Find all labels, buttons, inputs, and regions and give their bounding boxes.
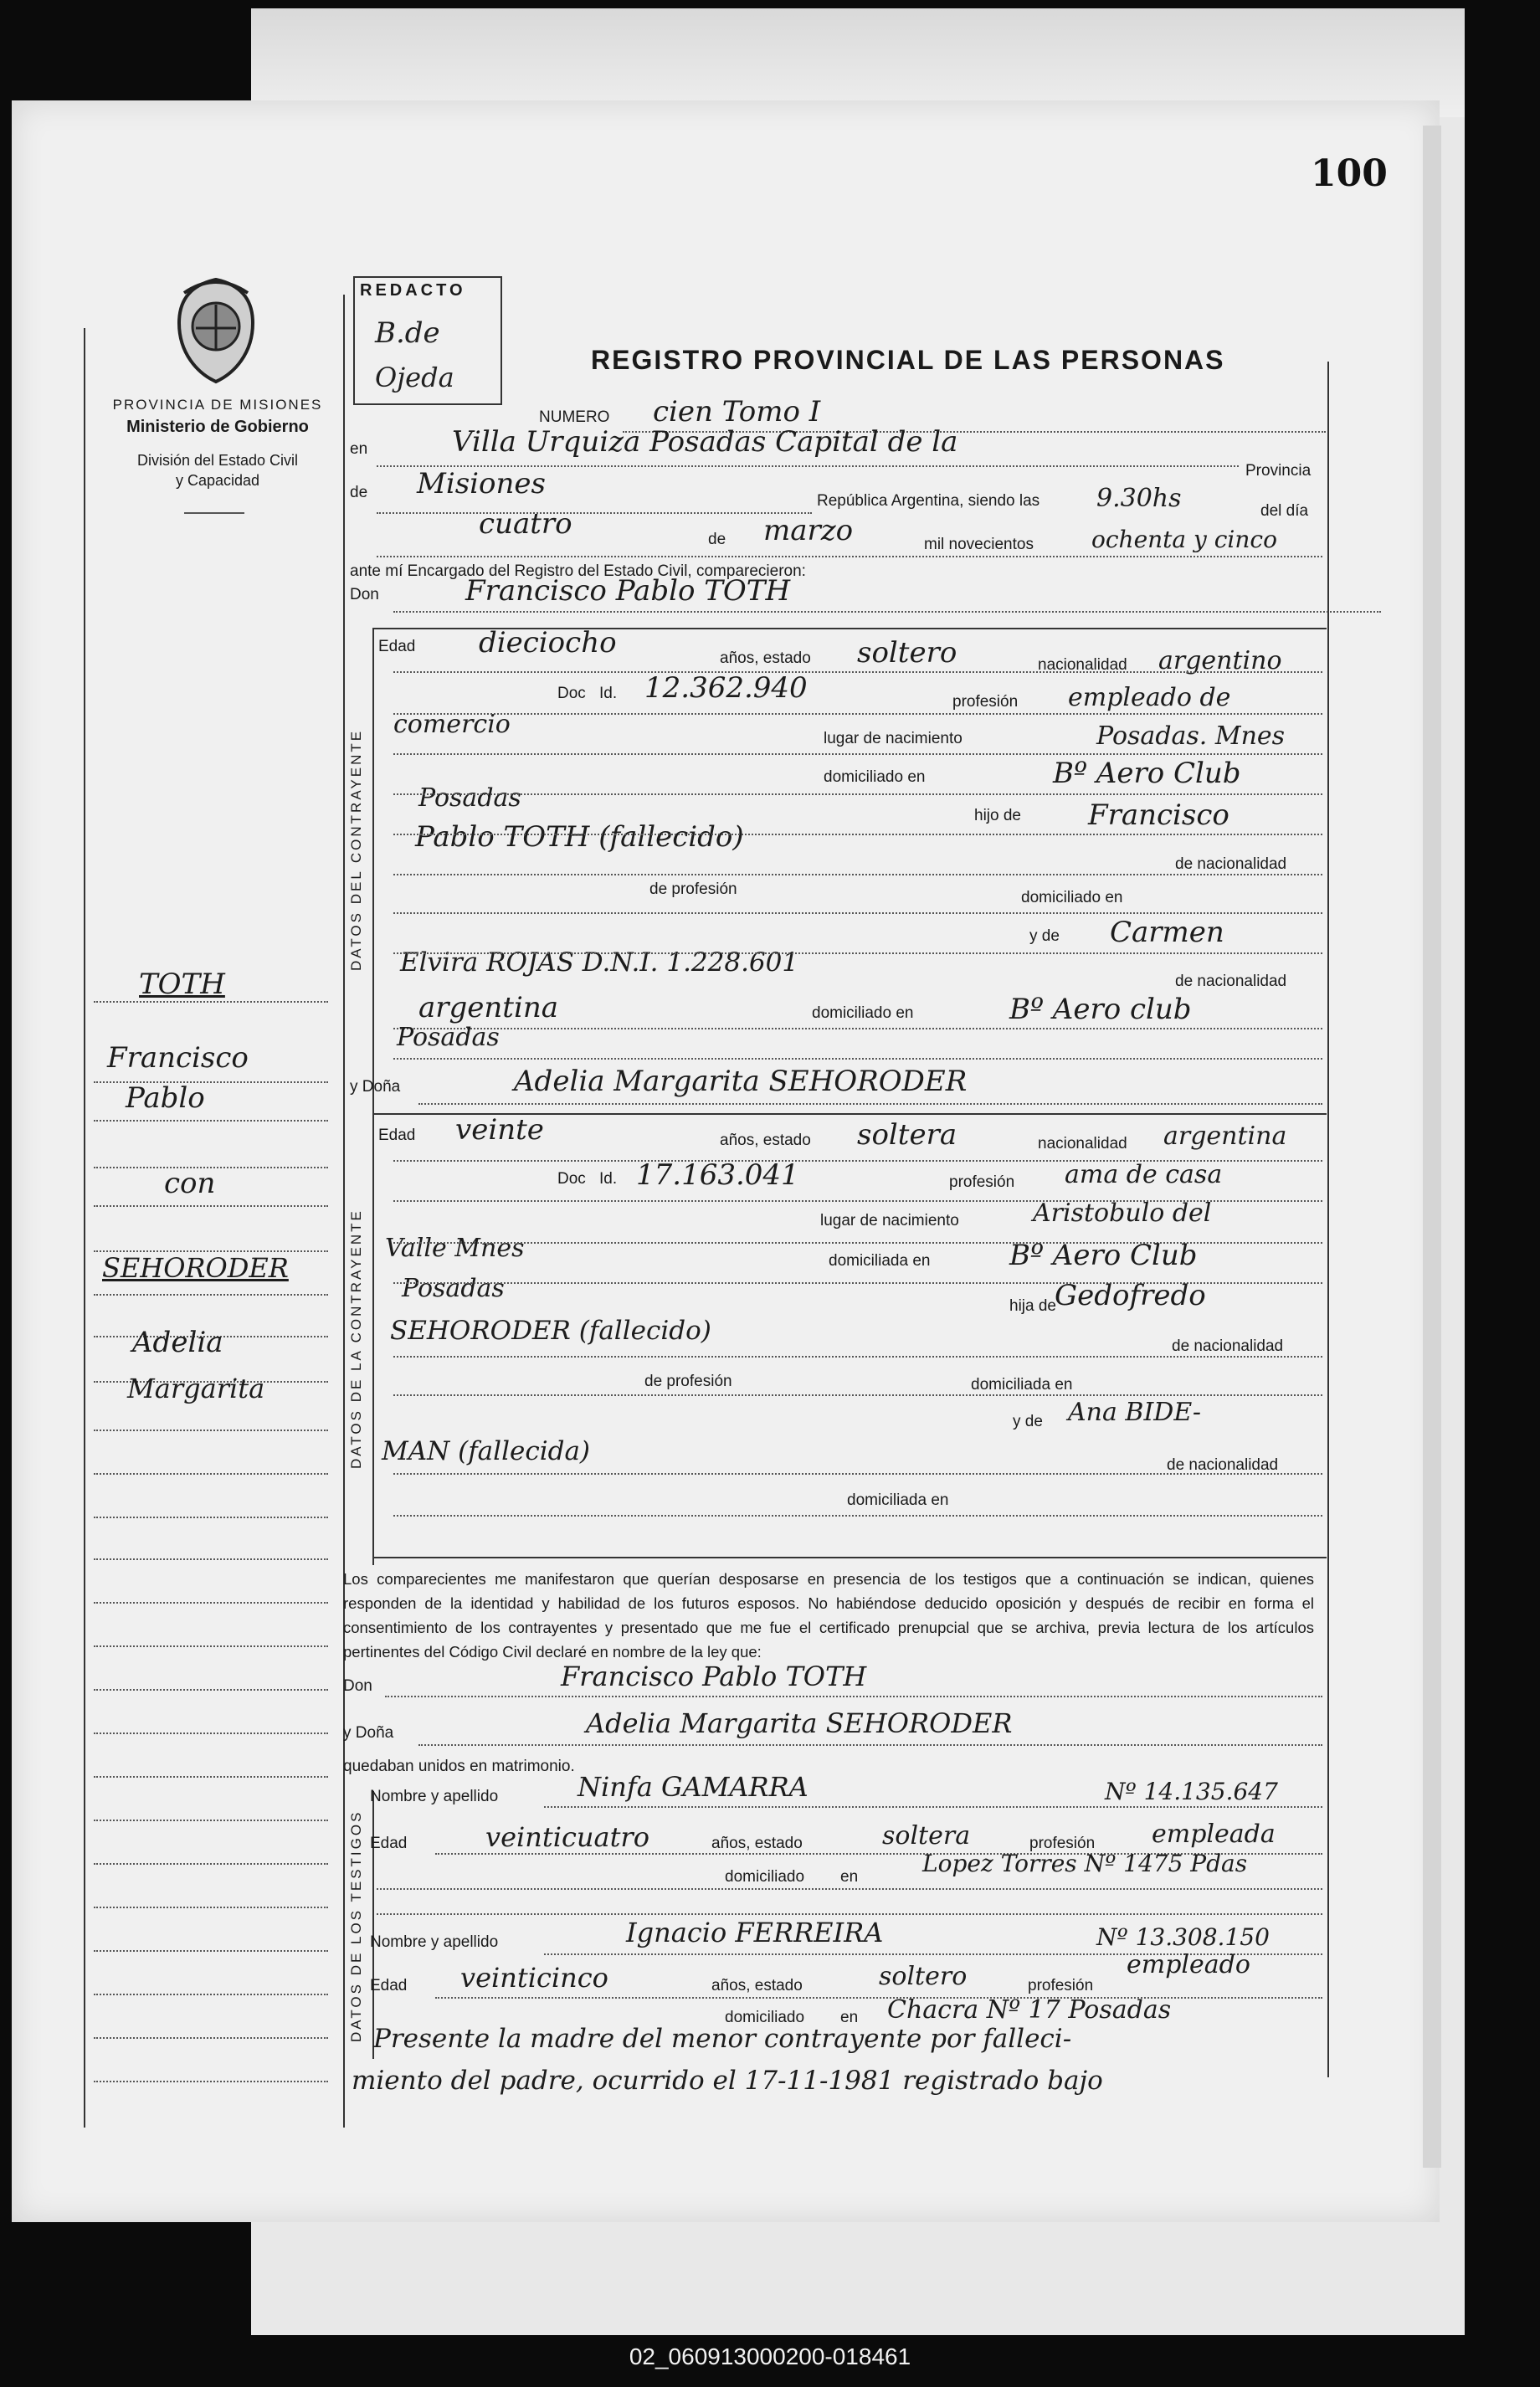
label-y-dona: y Doña [350,1078,401,1096]
label-provincia: Provincia [1245,462,1312,480]
left-margin-rule [343,295,345,2128]
label-en: en [350,440,368,458]
margin-surname-2: SEHORODER [102,1252,289,1284]
label-id-2: Id. [599,1170,618,1188]
page-edge [1423,126,1441,2168]
hw-nac2: argentina [1163,1122,1287,1151]
label-don-2: Don [343,1677,372,1695]
label-domiciliado-en-3: domiciliado en [812,1004,914,1022]
label-doc: Doc [557,685,586,702]
hw-t1-estado: soltera [882,1821,971,1851]
label-de-profesion: de profesión [649,880,737,898]
hw-decl-dona: Adelia Margarita SEHORODER [586,1707,1013,1739]
hw-lugarnac2a: Aristobulo del [1033,1199,1212,1228]
label-domiciliado-t1: domiciliado [725,1868,805,1886]
label-y-dona-2: y Doña [343,1724,394,1742]
label-edad: Edad [378,638,416,655]
label-mil-novecientos: mil novecientos [924,536,1034,553]
page-number: 100 [1311,152,1388,195]
hw-padre2: SEHORODER (fallecido) [390,1316,711,1346]
hw-edad1: dieciocho [479,626,617,660]
image-id-caption: 02_060913000200-018461 [629,2343,911,2369]
hw-decl-don: Francisco Pablo TOTH [561,1661,867,1692]
label-domiciliado-en: domiciliado en [824,768,926,786]
declaration-paragraph: Los comparecientes me manifestaron que querían desposarse en presencia de los testigos que a continuación se indican, quienes responden de la identidad y habilidad de los futuros esposos. No habiéndose deducido oposición y después de recibir en forma el consentimiento de los contrayentes y presentado que me fue el certificado prenupcial que se archiva, previa lectura de los artículos pertinentes del Código Civil declaré en nombre de la ley que: [343,1570,1314,1661]
label-anios-estado-2: años, estado [720,1132,811,1149]
hw-madre1dom: Bº Aero club [1009,993,1192,1026]
margin-name-2b: Margarita [127,1373,265,1404]
hw-testigo1-doc: Nº 14.135.647 [1105,1778,1278,1805]
hw-note-line1: Presente la madre del menor contrayente por falleci- [373,2024,1072,2054]
label-don: Don [350,586,379,603]
hw-t1-prof: empleada [1152,1820,1276,1849]
label-domiciliada-en-3: domiciliada en [847,1491,949,1509]
label-domiciliado-t2: domiciliado [725,2009,805,2026]
redacto-label: REDACTO [360,281,466,300]
hw-padre1: Pablo TOTH (fallecido) [415,820,744,854]
label-edad-2: Edad [378,1127,416,1144]
hw-dom1: Bº Aero Club [1053,757,1241,790]
label-anios-estado-t2: años, estado [711,1977,803,1994]
hw-testigo2-doc: Nº 13.308.150 [1096,1923,1270,1951]
margin-name-1a: Francisco [107,1041,249,1075]
hw-dona: Adelia Margarita SEHORODER [514,1065,968,1098]
hw-anio: ochenta y cinco [1091,526,1277,553]
label-hija-de: hija de [1009,1297,1056,1315]
hw-note-line2: miento del padre, ocurrido el 17-11-1981 registrado bajo [352,2066,1103,2096]
hw-don: Francisco Pablo TOTH [465,574,791,608]
label-lugar-nac-2: lugar de nacimiento [820,1212,959,1229]
label-de-profesion-2: de profesión [644,1373,732,1390]
hw-estado1: soltero [857,636,957,670]
label-hijo-de: hijo de [974,807,1021,824]
label-lugar-nac: lugar de nacimiento [824,730,963,747]
hw-madre1domb: Posadas [397,1023,500,1052]
hw-dom2: Bº Aero Club [1009,1239,1198,1272]
redacto-surname: Ojeda [375,362,454,393]
right-margin-rule [1327,362,1329,2077]
label-de-nacionalidad-4: de nacionalidad [1167,1456,1279,1474]
hw-t2-prof: empleado [1127,1950,1250,1979]
label-de-nacionalidad-2: de nacionalidad [1175,973,1287,990]
vertical-label-contrayente: DATOS DEL CONTRAYENTE [348,728,364,971]
hw-testigo1: Ninfa GAMARRA [578,1771,808,1803]
hw-t2-estado: soltero [879,1962,968,1991]
hw-prof1b: comercio [393,710,511,739]
hw-t1-dom: Lopez Torres Nº 1475 Pdas [922,1850,1248,1877]
margin-name-1b: Pablo [126,1081,205,1115]
label-profesion-t2: profesión [1028,1977,1094,1994]
label-en-t2: en [840,2009,859,2026]
label-de-nacionalidad-3: de nacionalidad [1172,1337,1284,1355]
header-divider [184,512,244,514]
margin-name-2a: Adelia [132,1326,223,1359]
hw-estado2: soltera [857,1118,957,1152]
label-nombre-apellido-2: Nombre y apellido [370,1933,499,1951]
label-numero: NUMERO [539,408,610,426]
label-nacionalidad: nacionalidad [1038,656,1127,674]
label-profesion: profesión [952,693,1019,711]
hw-madre2b: MAN (fallecida) [382,1436,591,1466]
vertical-label-testigos: DATOS DE LOS TESTIGOS [348,1810,364,2042]
hw-lugarnac2b: Valle Mnes [385,1234,525,1263]
label-ante: ante mí Encargado del Registro del Estado Civil, comparecieron: [350,562,806,580]
label-domiciliado-en-2: domiciliado en [1021,889,1123,906]
label-edad-t1: Edad [370,1835,408,1852]
label-nacionalidad-2: nacionalidad [1038,1135,1127,1152]
coat-of-arms-icon [167,276,264,385]
hw-lugar: Villa Urquiza Posadas Capital de la [452,425,958,459]
label-nombre-apellido: Nombre y apellido [370,1788,499,1805]
section-rule [372,628,374,1565]
hw-doc2: 17.163.041 [636,1158,799,1192]
label-profesion-t1: profesión [1029,1835,1096,1852]
label-domiciliada-en-2: domiciliada en [971,1376,1073,1394]
label-quedaban: quedaban unidos en matrimonio. [343,1758,575,1775]
margin-con: con [164,1167,216,1200]
label-en-t1: en [840,1868,859,1886]
hw-numero: cien Tomo I [653,395,821,429]
witness-rule [372,1791,374,2059]
label-de-nacionalidad: de nacionalidad [1175,855,1287,873]
label-de-mes: de [708,531,726,548]
hw-dia: cuatro [479,507,572,541]
hw-nac1: argentino [1158,646,1282,675]
hw-hijo1: Francisco [1088,798,1229,832]
hw-t1-edad: veinticuatro [485,1821,649,1853]
label-de: de [350,484,368,501]
hw-testigo2: Ignacio FERREIRA [626,1917,884,1948]
label-edad-t2: Edad [370,1977,408,1994]
hw-madre1a: Carmen [1110,916,1224,949]
redacto-initials: B.de [375,316,440,350]
vertical-label-contrayente-f: DATOS DE LA CONTRAYENTE [348,1209,364,1469]
outer-margin-rule [84,328,85,2128]
label-republica: República Argentina, siendo las [817,492,1040,510]
hw-t2-edad: veinticinco [460,1962,608,1994]
label-del-dia: del día [1260,502,1309,520]
hw-lugarnac1: Posadas. Mnes [1096,721,1286,751]
hw-doc1: 12.362.940 [644,671,808,705]
label-anios-estado: años, estado [720,649,811,667]
margin-surname-1: TOTH [139,968,225,1001]
label-domiciliada-en: domiciliada en [829,1252,931,1270]
hw-dom2b: Posadas [402,1274,505,1303]
label-y-de: y de [1029,927,1060,945]
province-name: PROVINCIA DE MISIONES [112,397,323,413]
division-name: División del Estado Civil [136,452,299,469]
ministry-name: Ministerio de Gobierno [126,418,309,436]
hw-madre1b: Elvira ROJAS D.N.I. 1.228.601 [400,947,799,978]
label-anios-estado-t1: años, estado [711,1835,803,1852]
hw-hora: 9.30hs [1096,484,1182,513]
hw-madre2a: Ana BIDE- [1068,1398,1201,1427]
hw-dom1b: Posadas [418,783,521,813]
hw-provincia: Misiones [417,467,546,501]
label-y-de-2: y de [1013,1413,1043,1430]
label-id: Id. [599,685,618,702]
hw-prof1a: empleado de [1068,683,1231,712]
hw-edad2: veinte [455,1113,544,1147]
hw-madre1nac: argentina [418,991,559,1024]
division-name-2: y Capacidad [175,472,260,489]
label-profesion-2: profesión [949,1173,1015,1191]
hw-t2-dom: Chacra Nº 17 Posadas [887,1995,1172,2025]
document-title: REGISTRO PROVINCIAL DE LAS PERSONAS [591,345,1225,375]
section-divider [372,1557,1327,1558]
hw-hija2: Gedofredo [1055,1279,1206,1312]
hw-prof2: ama de casa [1065,1160,1223,1189]
label-doc-2: Doc [557,1170,586,1188]
hw-mes: marzo [763,514,854,547]
